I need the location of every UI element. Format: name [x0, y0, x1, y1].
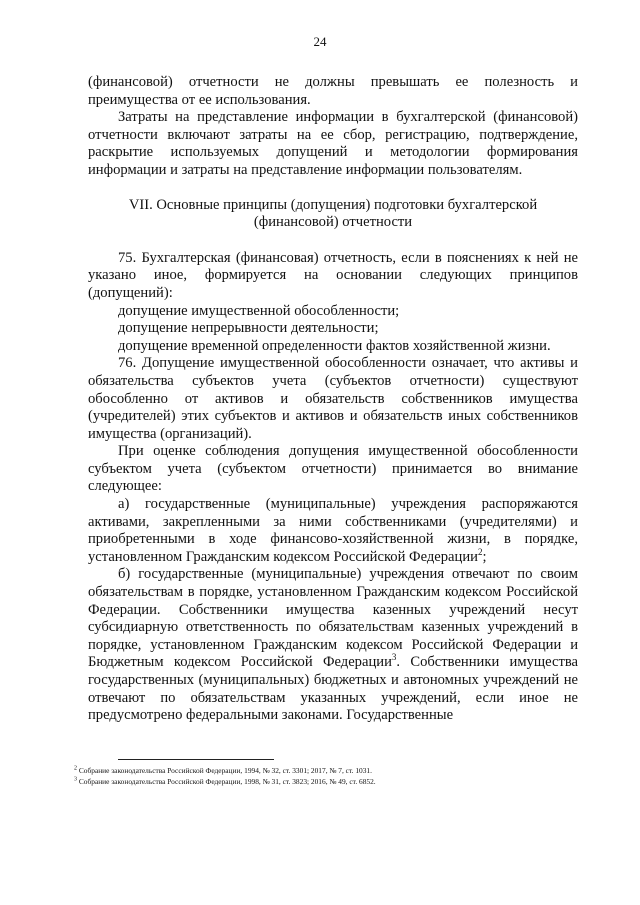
footnote-text: Собрание законодательства Российской Федерации, 1994, № 32, ст. 3301; 2017, № 7, ст. 1031.	[78, 766, 372, 775]
footnote-3	[74, 777, 594, 788]
paragraph-a	[88, 496, 578, 566]
paragraph-evaluation: При оценке соблюдения допущения имущественной обособленности субъектом учета (субъектом отчетности) принимается во внимание следующее:	[88, 443, 578, 495]
footnotes	[74, 766, 594, 787]
footnote-mark: 2	[74, 765, 77, 772]
footnote-text: Собрание законодательства Российской Федерации, 1998, № 31, ст. 3823; 2016, № 49, ст. 6852.	[78, 776, 376, 786]
list-item-assumption-1: допущение имущественной обособленности;	[118, 302, 400, 319]
section-title-line-1: VII. Основные принципы (допущения) подготовки бухгалтерской	[128, 196, 538, 213]
paragraph-b-text-1: б) государственные (муниципальные) учреждения отвечают по своим обязательствам в порядке, установленном Гражданским кодексом Российской Федерации. Собственники имущества казенных учреждений несут субсидиарную ответственность по обязательствам казенных учреждений в порядке, установленном Гражданским кодексом Российской Федерации и Бюджетным кодексом Российской Федерации	[88, 566, 578, 671]
paragraph-b-text-2: . Собственники имущества государственных (муниципальных) бюджетных и автономных учреждений не отвечают по обязательствам указанных учреждений, если иное не предусмотрено федеральными законами. Государственные	[88, 654, 579, 724]
paragraph-a-tail: ;	[482, 548, 487, 565]
footnote-ref-3[interactable]: 3	[391, 652, 397, 663]
paragraph-75: 75. Бухгалтерская (финансовая) отчетность, если в пояснениях к ней не указано иное, формируется на основании следующих принципов (допущений):	[88, 249, 578, 301]
paragraph-76: 76. Допущение имущественной обособленности означает, что активы и обязательства субъектов учета (субъектов отчетности) существуют обособленно от активов и обязательств собственников имущества (учредителей) этих субъектов и активов и обязательств иных собственников имущества (организаций).	[88, 355, 578, 442]
paragraph-b	[88, 566, 578, 724]
footnote-ref-2[interactable]: 2	[477, 546, 483, 557]
list-item-assumption-3: допущение временной определенности фактов хозяйственной жизни.	[118, 337, 551, 354]
footnote-mark: 3	[74, 776, 77, 783]
page-number: 24	[313, 34, 327, 49]
list-item-assumption-2: допущение непрерывности деятельности;	[118, 320, 379, 337]
paragraph-costs: Затраты на представление информации в бухгалтерской (финансовой) отчетности включают затраты на ее сбор, регистрацию, подтверждение, раскрытие используемых допущений и методологии формирования информации и затраты на представление информации пользователям.	[88, 109, 578, 178]
document-body	[88, 74, 578, 725]
footnote-2	[74, 766, 594, 777]
section-title	[88, 197, 578, 232]
section-title-line-2: (финансовой) отчетности	[253, 214, 413, 231]
paragraph-continuation: (финансовой) отчетности не должны превышать ее полезность и преимущества от ее использования.	[88, 74, 578, 108]
footnote-divider	[118, 759, 274, 760]
paragraph-a-text: а) государственные (муниципальные) учреждения распоряжаются активами, закрепленными за ними собственниками (учредителями) и приобретенными в ходе финансово-хозяйственной жизни, в порядке, установленном Гражданским кодексом Российской Федерации	[88, 496, 578, 565]
